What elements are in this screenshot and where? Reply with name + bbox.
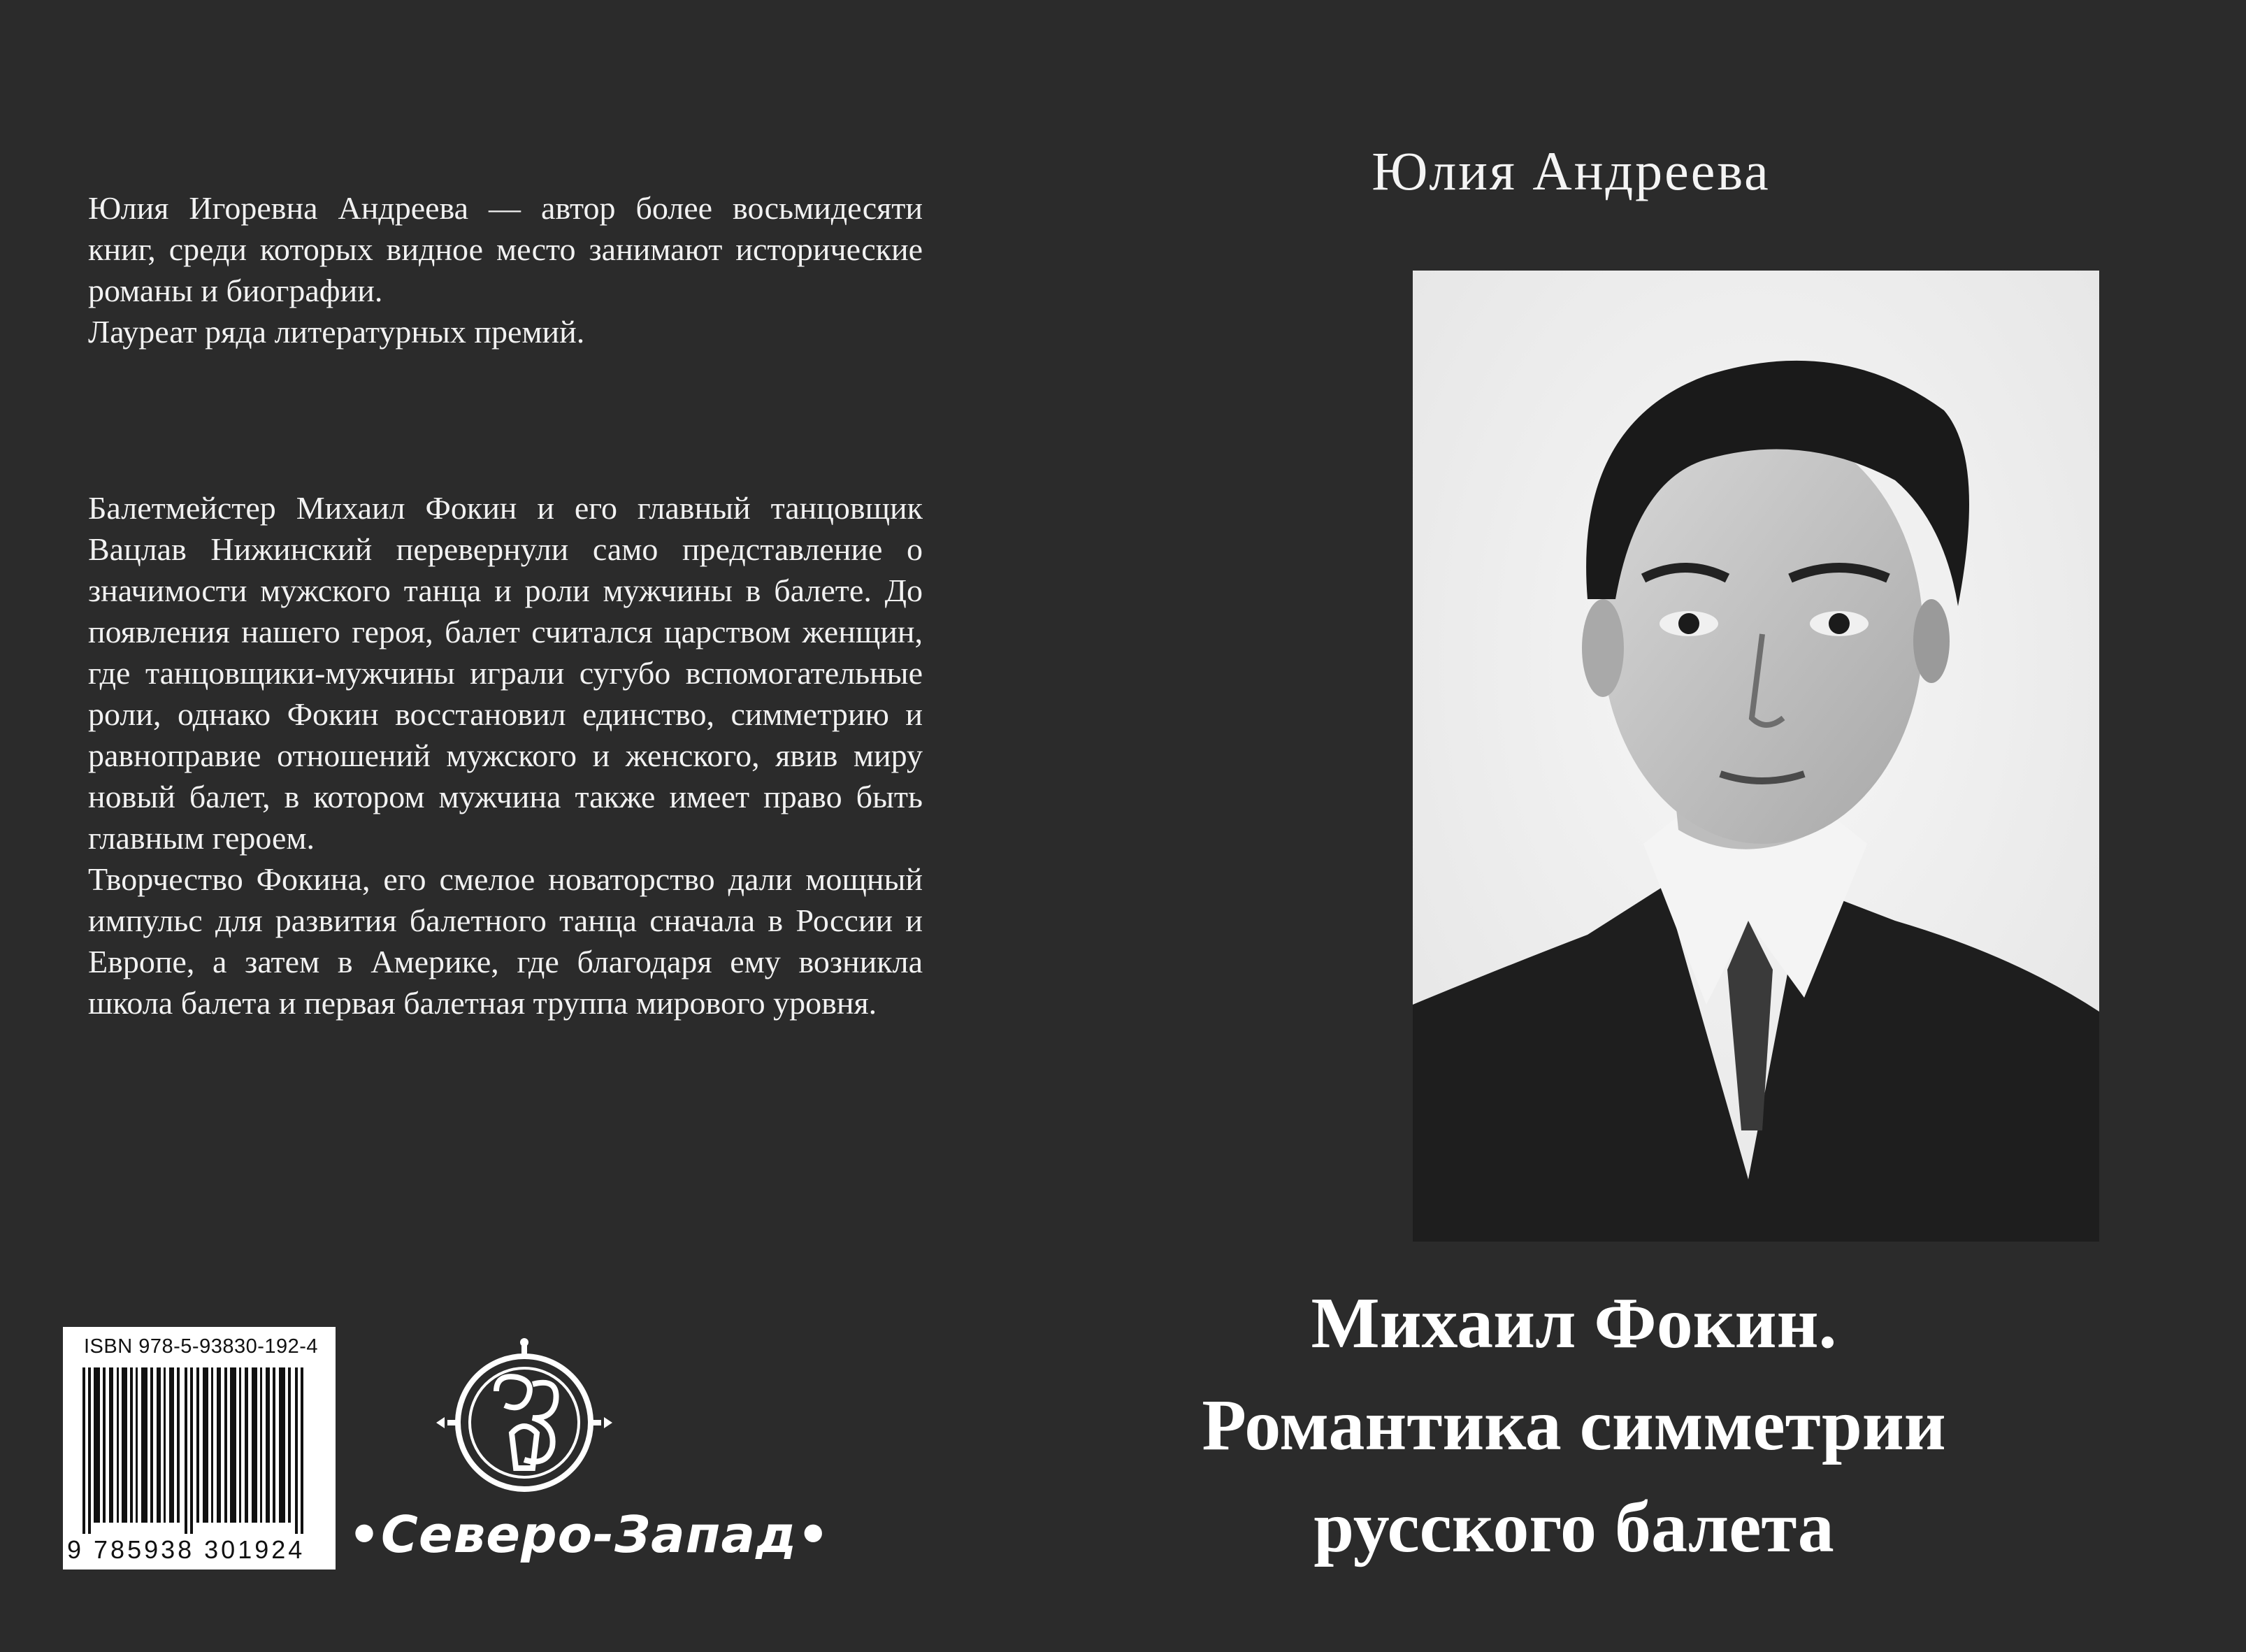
author-bio: Юлия Игоревна Андреева — автор более восьмидесяти книг, среди которых видное место занимают исторические романы и биографии. bbox=[88, 190, 923, 308]
book-annotation bbox=[88, 487, 923, 1023]
barcode-digits: 9 785938 301924 bbox=[67, 1535, 305, 1564]
book-title bbox=[993, 1272, 2155, 1579]
isbn-barcode-block bbox=[63, 1327, 336, 1570]
publisher-logo bbox=[350, 1335, 643, 1503]
publisher-name: •Северо-Запад• bbox=[348, 1505, 830, 1564]
author-portrait-photo bbox=[1413, 271, 2099, 1242]
book-annotation-paragraph-2: Творчество Фокина, его смелое новаторство дали мощный импульс для развития балетного танца сначала в России и Европе, а затем в Америке, где благодаря ему возникла школа балета и первая балетная труппа мирового уровня. bbox=[88, 861, 923, 1021]
back-cover bbox=[0, 0, 993, 1652]
book-annotation-paragraph-1: Балетмейстер Михаил Фокин и его главный танцовщик Вацлав Нижинский перевернули само представление о значимости мужского танца и роли мужчины в балете. До появления нашего героя, балет считался царством женщин, где танцовщики-мужчины играли сугубо вспомогательные роли, однако Фокин восстановил единство, симметрию и равноправие отношений мужского и женского, явив миру новый балет, в котором мужчина также имеет право быть главным героем. bbox=[88, 490, 923, 856]
book-title-line-1: Михаил Фокин. bbox=[1311, 1283, 1837, 1363]
author-annotation bbox=[88, 187, 923, 352]
book-title-line-3: русского балета bbox=[1313, 1487, 1834, 1567]
book-title-line-2: Романтика симметрии bbox=[1202, 1385, 1946, 1465]
front-cover bbox=[993, 0, 2246, 1652]
author-name: Юлия Андреева bbox=[1372, 141, 1771, 201]
barcode-image bbox=[82, 1367, 313, 1534]
isbn-label: ISBN 978-5-93830-192-4 bbox=[84, 1335, 319, 1358]
author-awards: Лауреат ряда литературных премий. bbox=[88, 314, 585, 350]
